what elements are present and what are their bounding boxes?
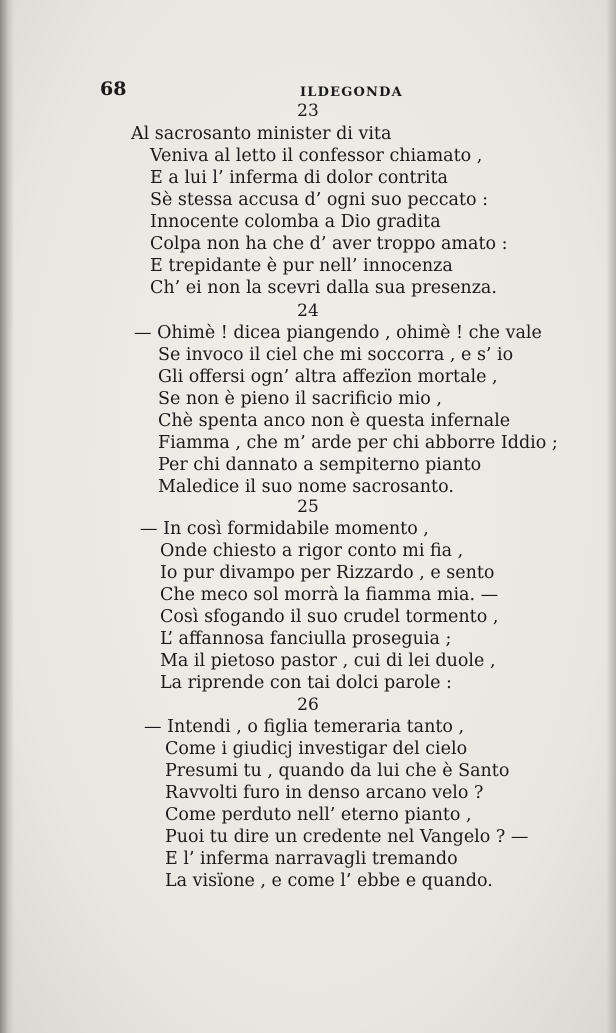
verse-line: — In così formidabile momento , [140,519,429,539]
stanza-number: 23 [297,101,319,121]
verse-line: Ma il pietoso pastor , cui di lei duole , [160,651,496,671]
verse-line: Ravvolti furo in denso arcano velo ? [165,783,484,803]
verse-line: Come perduto nell’ eterno pianto , [165,805,472,825]
verse-line: — Intendi , o figlia temeraria tanto , [144,717,465,737]
verse-line: Come i giudicj investigar del cielo [165,739,468,759]
verse-line: Veniva al letto il confessor chiamato , [150,146,483,166]
verse-line: E l’ inferma narravagli tremando [165,849,458,869]
verse-line: Io pur divampo per Rizzardo , e sento [160,563,495,583]
verse-line: E a lui l’ inferma di dolor contrita [150,168,448,188]
verse-line: Per chi dannato a sempiterno pianto [158,455,482,475]
verse-line: Innocente colomba a Dio gradita [150,212,441,232]
verse-line: Gli offersi ogn’ altra affezïon mortale , [158,367,498,387]
verse-line: Se invoco il ciel che mi soccorra , e s’ io [158,345,514,365]
verse-line: Sè stessa accusa d’ ogni suo peccato : [150,190,488,210]
verse-line: Chè spenta anco non è questa infernale [158,411,511,431]
verse-line: Ch’ ei non la scevri dalla sua presenza. [150,278,497,298]
verse-line: E trepidante è pur nell’ innocenza [150,256,453,276]
stanza-number: 24 [297,301,319,321]
stanza-number: 26 [297,695,319,715]
running-title: ILDEGONDA [300,85,403,100]
verse-line: La visïone , e come l’ ebbe e quando. [165,871,493,891]
verse-line: L’ affannosa fanciulla proseguia ; [160,629,452,649]
verse-line: Puoi tu dire un credente nel Vangelo ? — [165,827,529,847]
verse-line: Così sfogando il suo crudel tormento , [160,607,499,627]
verse-line: Presumi tu , quando da lui che è Santo [165,761,510,781]
verse-line: Se non è pieno il sacrificio mio , [158,389,442,409]
page-number: 68 [100,78,127,100]
verse-line: — Ohimè ! dicea piangendo , ohimè ! che vale [134,323,542,343]
verse-line: Al sacrosanto minister di vita [131,124,392,144]
verse-line: Maledice il suo nome sacrosanto. [158,477,454,497]
verse-line: Fiamma , che m’ arde per chi abborre Iddio ; [158,433,558,453]
verse-line: Che meco sol morrà la fiamma mia. — [160,585,499,605]
verse-line: Onde chiesto a rigor conto mi fia , [160,541,464,561]
verse-line: Colpa non ha che d’ aver troppo amato : [150,234,508,254]
stanza-number: 25 [297,497,319,517]
verse-line: La riprende con tai dolci parole : [160,673,452,693]
